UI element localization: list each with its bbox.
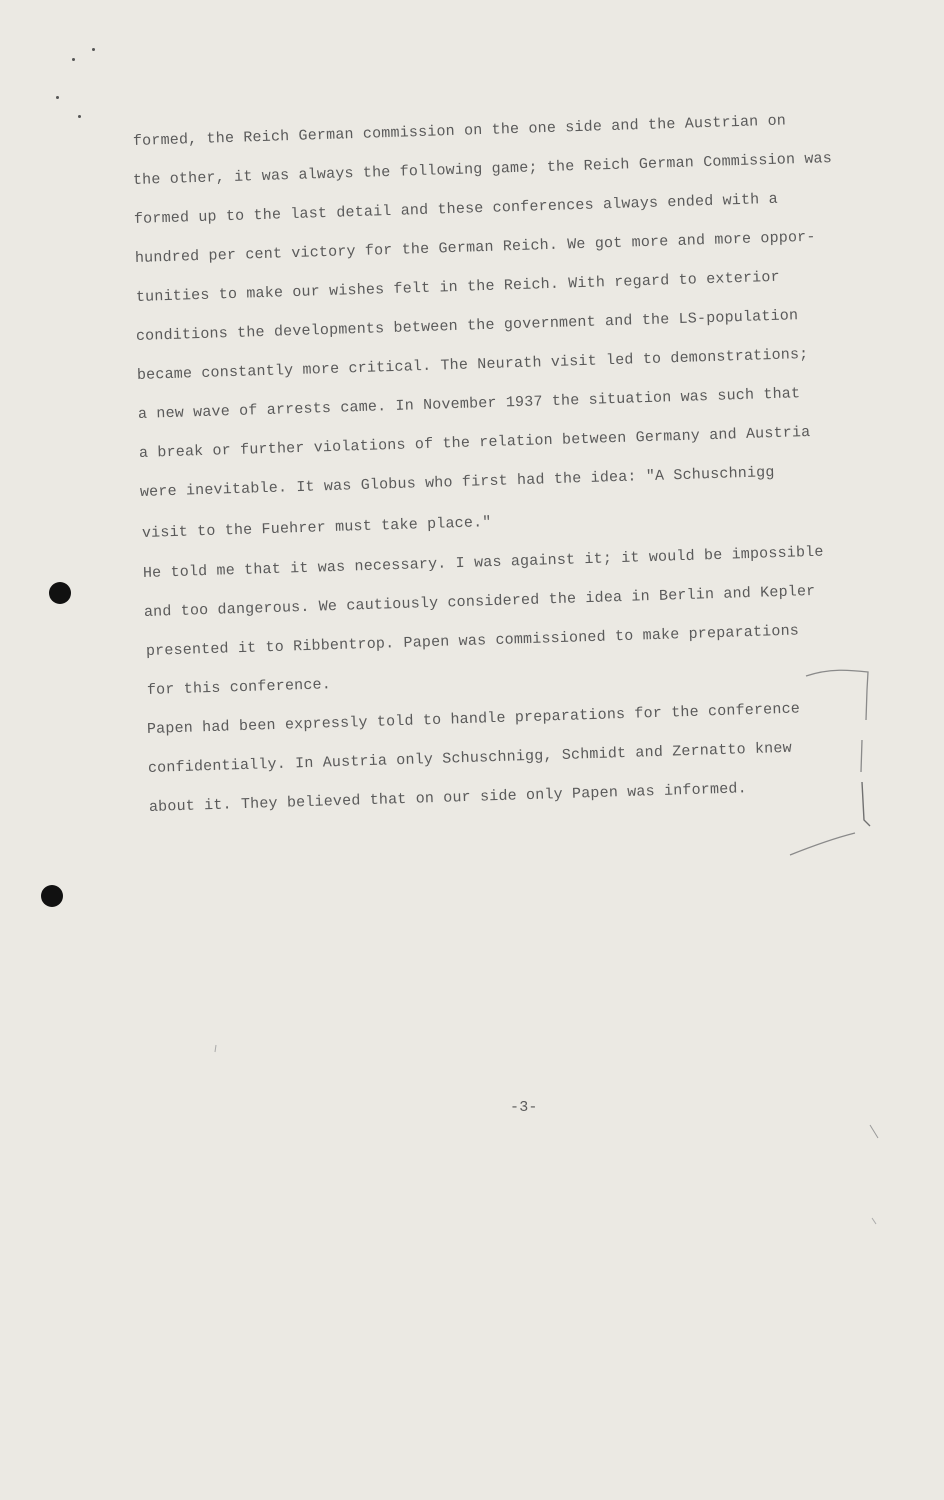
text-line: were inevitable. It was Globus who first had the idea: "A Schuschnigg	[139, 464, 775, 501]
text-line: presented it to Ribbentrop. Papen was commissioned to make preparations	[145, 622, 800, 660]
text-line: for this conference.	[146, 676, 332, 699]
text-line: a break or further violations of the relation between Germany and Austria	[138, 423, 811, 462]
text-line: confidentially. In Austria only Schuschnigg, Schmidt and Zernatto knew	[147, 739, 793, 777]
text-line: hundred per cent victory for the German Reich. We got more and more oppor-	[134, 228, 816, 267]
text-line: formed, the Reich German commission on the one side and the Austrian on	[132, 112, 787, 150]
page-number: -3-	[510, 1099, 538, 1116]
text-line: He told me that it was necessary. I was against it; it would be impossible	[142, 543, 824, 582]
text-line: the other, it was always the following game; the Reich German Commission was	[132, 150, 833, 189]
text-line: and too dangerous. We cautiously considered the idea in Berlin and Kepler	[143, 582, 816, 621]
text-line: tunities to make our wishes felt in the Reich. With regard to exterior	[135, 268, 781, 306]
text-line: Papen had been expressly told to handle preparations for the conference	[146, 700, 801, 738]
text-line: about it. They believed that on our side only Papen was informed.	[148, 780, 748, 816]
text-line: visit to the Fuehrer must take place."	[141, 514, 492, 542]
text-line: formed up to the last detail and these conferences always ended with a	[133, 190, 779, 228]
text-line: conditions the developments between the government and the LS-population	[135, 307, 799, 345]
text-line: a new wave of arrests came. In November 1937 the situation was such that	[137, 385, 801, 423]
text-line: became constantly more critical. The Neurath visit led to demonstrations;	[136, 345, 809, 384]
